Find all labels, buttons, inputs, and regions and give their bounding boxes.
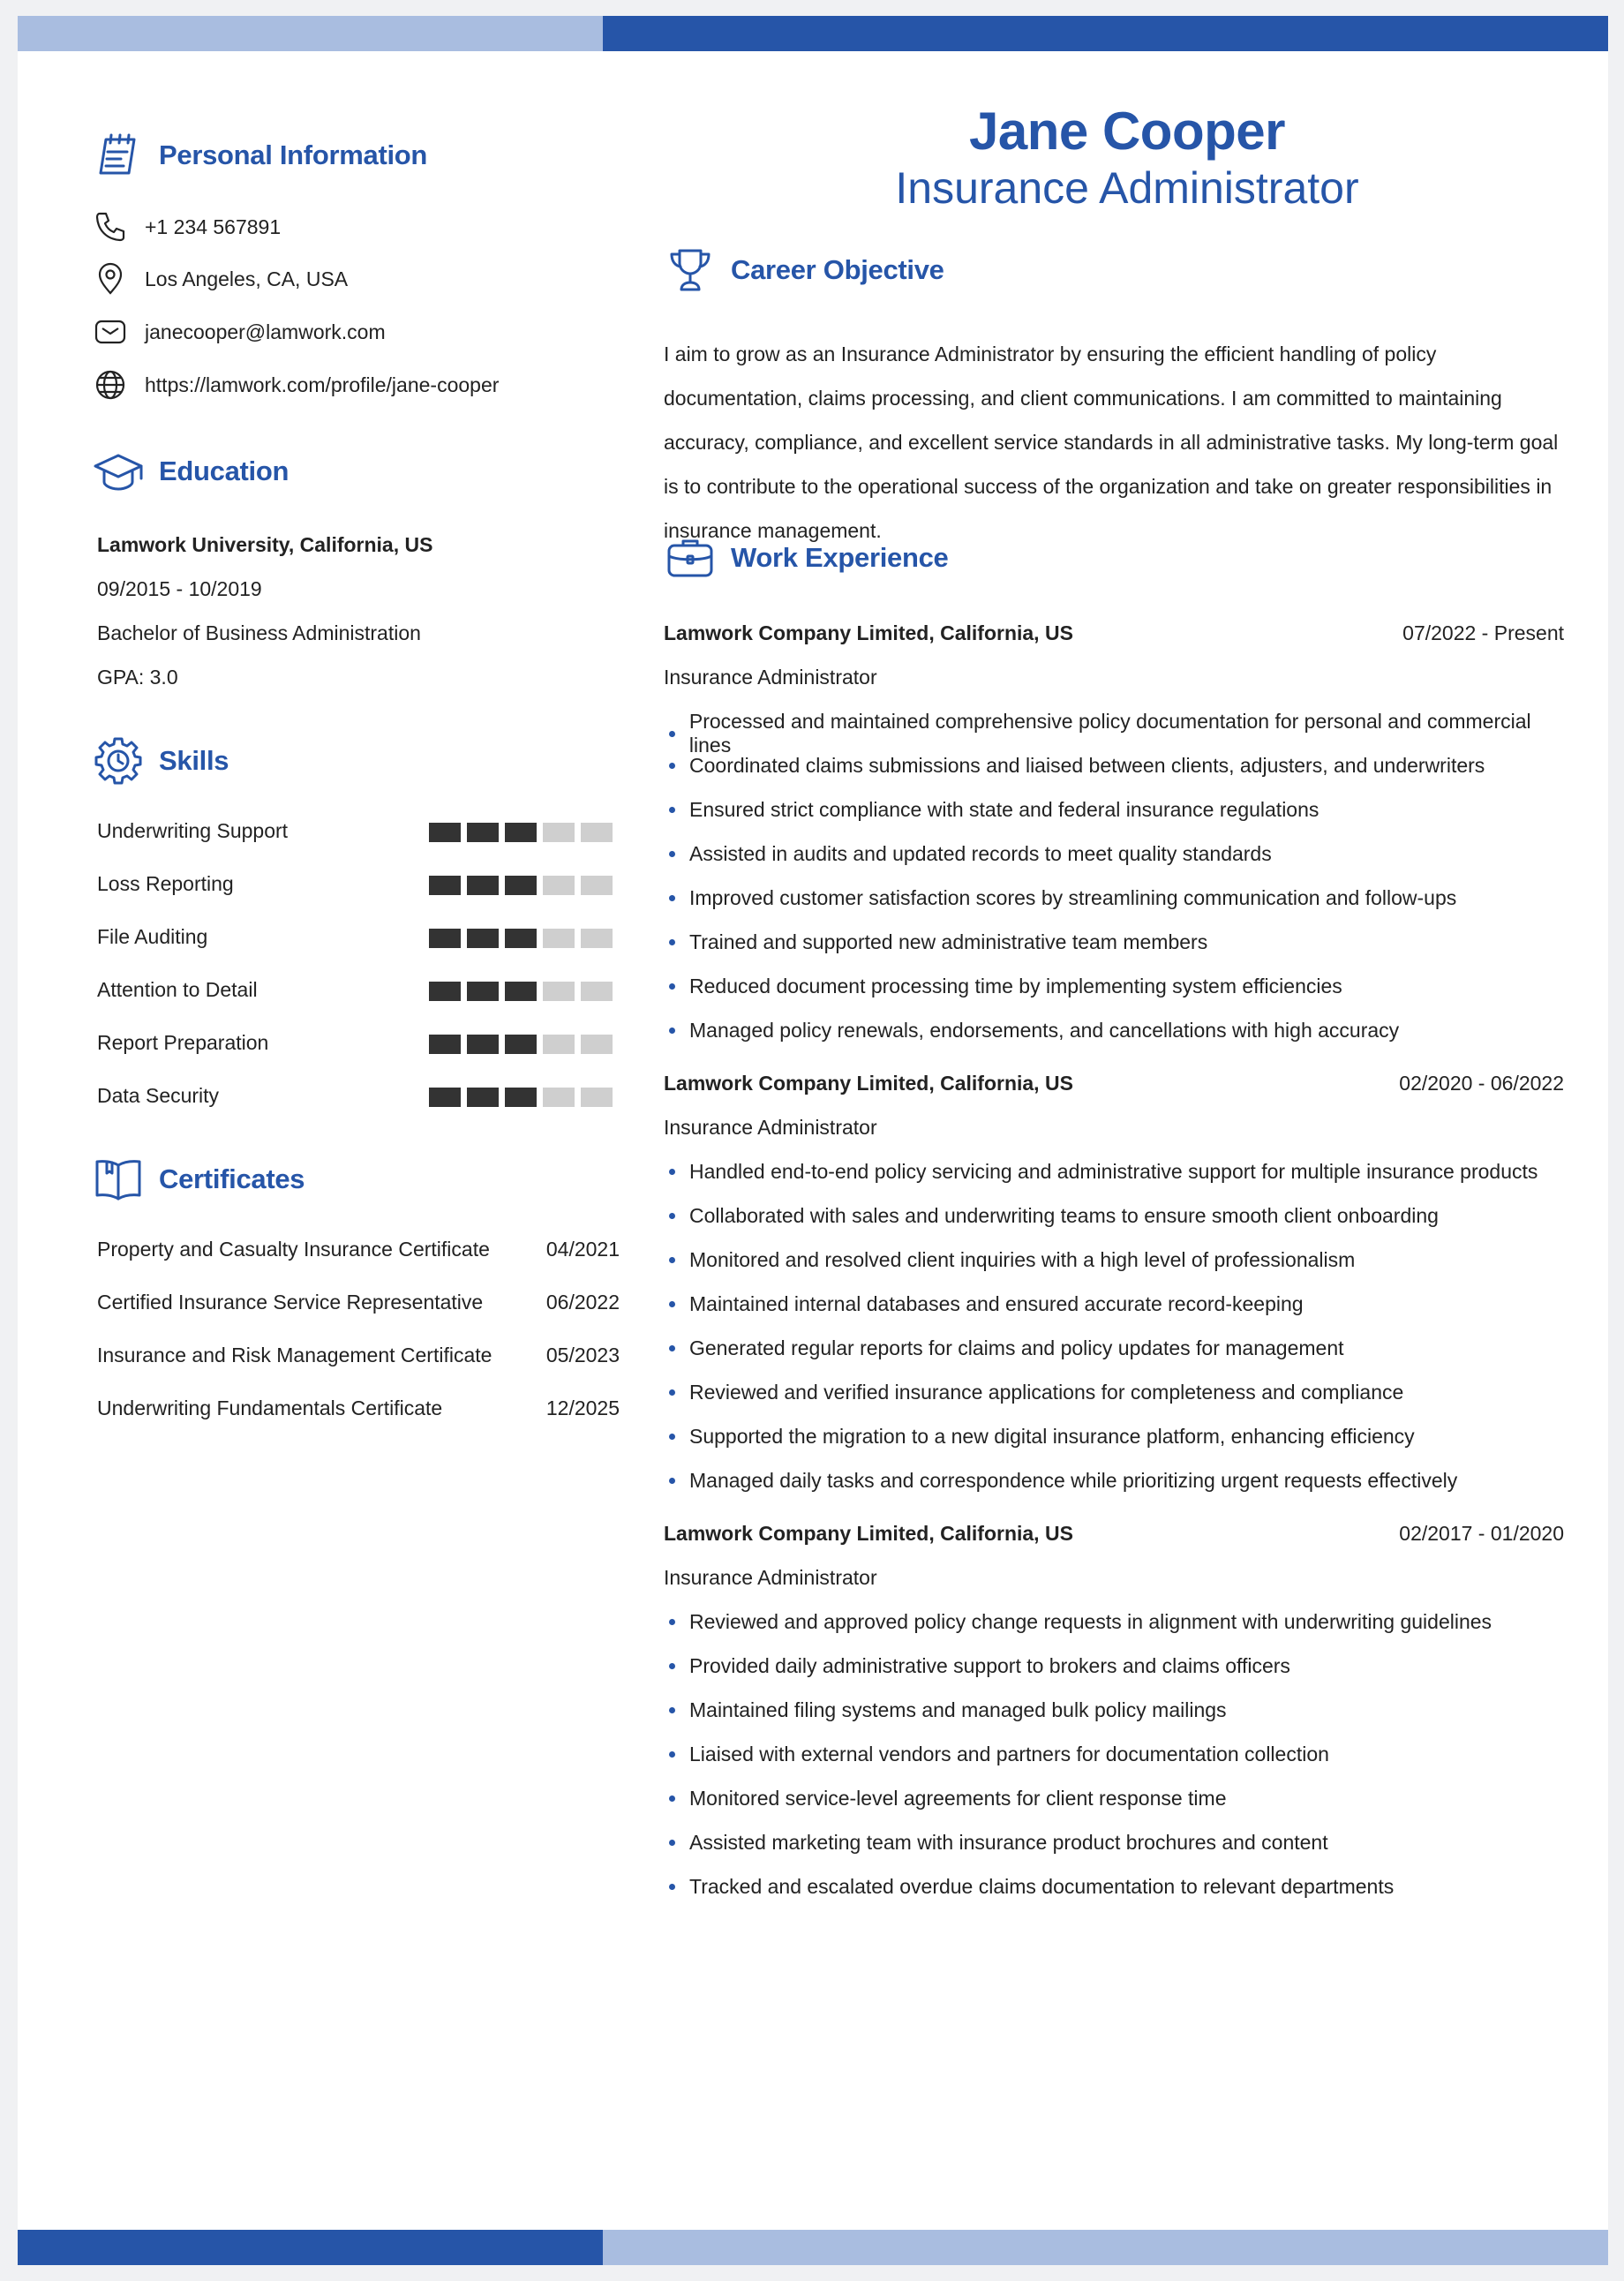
skill-row (97, 978, 620, 1005)
bullet-dot-icon (669, 1840, 675, 1846)
job-bullet (669, 798, 1319, 822)
job-bullet-text: Tracked and escalated overdue claims documentation to relevant departments (689, 1875, 1395, 1898)
job-bullet-text: Assisted in audits and updated records to meet quality standards (689, 842, 1272, 865)
job-bullet-text: Trained and supported new administrative team members (689, 930, 1208, 953)
bullet-dot-icon (669, 1478, 675, 1484)
bullet-dot-icon (669, 895, 675, 901)
job-bullet (669, 1160, 1538, 1184)
skill-segment-filled (429, 929, 461, 948)
job-title: Insurance Administrator (664, 666, 877, 689)
job-bullet (669, 1610, 1492, 1634)
job-bullet-text: Monitored and resolved client inquiries with a high level of professionalism (689, 1248, 1356, 1271)
skill-segment-filled (505, 929, 537, 948)
contact-phone (94, 210, 281, 244)
job-dates: 02/2020 - 06/2022 (1399, 1072, 1564, 1095)
certificates-title: Certificates (159, 1163, 305, 1194)
skill-segment-filled (467, 823, 499, 842)
skill-segment-filled (429, 823, 461, 842)
certificate-name: Insurance and Risk Management Certificate (97, 1344, 492, 1366)
trophy-icon (664, 244, 717, 297)
skill-label: Data Security (97, 1084, 220, 1107)
certificate-date: 04/2021 (545, 1238, 620, 1261)
skill-row (97, 1031, 620, 1058)
certificate-name: Certified Insurance Service Representative (97, 1291, 484, 1314)
skill-segment-empty (581, 876, 613, 895)
bullet-dot-icon (669, 1257, 675, 1263)
education-degree: Bachelor of Business Administration (97, 621, 421, 644)
bullet-dot-icon (669, 1434, 675, 1440)
education-school: Lamwork University, California, US (97, 533, 433, 556)
top-accent-bar-dark (603, 16, 1608, 51)
education-dates: 09/2015 - 10/2019 (97, 577, 262, 600)
skill-segment-empty (543, 1035, 575, 1054)
job-bullet-text: Collaborated with sales and underwriting teams to ensure smooth client onboarding (689, 1204, 1439, 1227)
job-bullet-text: Handled end-to-end policy servicing and administrative support for multiple insurance products (689, 1160, 1538, 1183)
job-dates: 07/2022 - Present (1402, 621, 1564, 644)
bullet-dot-icon (669, 1619, 675, 1625)
job-bullet-text: Generated regular reports for claims and policy updates for management (689, 1336, 1344, 1359)
location-text: Los Angeles, CA, USA (145, 267, 349, 290)
candidate-role: Insurance Administrator (895, 163, 1359, 213)
job-bullet-text: Reviewed and approved policy change requests in alignment with underwriting guidelines (689, 1610, 1492, 1633)
calendar-note-icon (92, 129, 145, 182)
job-header (664, 1522, 1564, 1548)
globe-icon (94, 368, 127, 402)
bullet-dot-icon (669, 983, 675, 990)
job-company: Lamwork Company Limited, California, US (664, 1522, 1073, 1545)
work-experience-title: Work Experience (731, 542, 949, 573)
candidate-name: Jane Cooper (969, 102, 1285, 161)
skill-level-meter (429, 1088, 619, 1107)
skill-level-meter (429, 1035, 619, 1054)
personal-info-title: Personal Information (159, 139, 428, 170)
location-pin-icon (94, 262, 127, 296)
certificate-date: 06/2022 (545, 1291, 620, 1314)
phone-text: +1 234 567891 (145, 215, 282, 238)
certificate-name: Underwriting Fundamentals Certificate (97, 1396, 443, 1419)
skill-level-meter (429, 823, 619, 842)
bullet-dot-icon (669, 1389, 675, 1396)
skill-segment-filled (467, 982, 499, 1001)
skill-segment-filled (429, 876, 461, 895)
skill-segment-filled (429, 1088, 461, 1107)
job-bullet-text: Assisted marketing team with insurance product brochures and content (689, 1831, 1328, 1854)
phone-icon (94, 210, 127, 244)
job-bullet-text: Ensured strict compliance with state and federal insurance regulations (689, 798, 1320, 821)
career-objective-heading (664, 244, 944, 297)
job-bullet (669, 1425, 1415, 1449)
job-bullet-text: Supported the migration to a new digital insurance platform, enhancing efficiency (689, 1425, 1415, 1448)
job-bullet (669, 1248, 1355, 1272)
job-bullet-text: Managed policy renewals, endorsements, and cancellations with high accuracy (689, 1019, 1400, 1042)
bullet-dot-icon (669, 763, 675, 769)
bullet-dot-icon (669, 1169, 675, 1175)
job-bullet-text: Maintained internal databases and ensured accurate record-keeping (689, 1292, 1304, 1315)
bullet-dot-icon (669, 1663, 675, 1669)
bullet-dot-icon (669, 851, 675, 857)
bullet-dot-icon (669, 1301, 675, 1307)
job-bullet (669, 754, 1485, 778)
skill-segment-filled (467, 929, 499, 948)
skill-row (97, 1084, 620, 1110)
gear-clock-icon (92, 734, 145, 787)
website-text[interactable]: https://lamwork.com/profile/jane-cooper (145, 373, 500, 396)
job-bullet (669, 1831, 1328, 1855)
job-bullet-text: Reduced document processing time by implementing system efficiencies (689, 975, 1342, 997)
job-bullet-text: Coordinated claims submissions and liaised between clients, adjusters, and underwriters (689, 754, 1485, 777)
contact-email (94, 315, 386, 349)
personal-info-heading (92, 129, 427, 182)
skill-label: Underwriting Support (97, 819, 289, 842)
email-icon (94, 315, 127, 349)
job-bullet (669, 1292, 1304, 1316)
job-bullet (669, 1654, 1290, 1678)
job-bullet-text: Liaised with external vendors and partners for documentation collection (689, 1743, 1329, 1765)
skill-row (97, 819, 620, 846)
job-bullet (669, 975, 1342, 998)
skill-segment-empty (543, 929, 575, 948)
skill-segment-empty (581, 929, 613, 948)
certificate-date: 12/2025 (545, 1396, 620, 1419)
job-bullet-text: Provided daily administrative support to brokers and claims officers (689, 1654, 1290, 1677)
job-dates: 02/2017 - 01/2020 (1399, 1522, 1564, 1545)
skill-segment-filled (429, 1035, 461, 1054)
job-bullet (669, 930, 1207, 954)
certificates-heading (92, 1153, 304, 1206)
skill-row (97, 872, 620, 899)
job-bullet-text: Monitored service-level agreements for client response time (689, 1787, 1227, 1810)
bullet-dot-icon (669, 1795, 675, 1802)
skill-level-meter (429, 929, 619, 948)
skill-label: Attention to Detail (97, 978, 258, 1001)
job-title: Insurance Administrator (664, 1566, 877, 1589)
skills-heading (92, 734, 229, 787)
job-bullet (669, 1336, 1344, 1360)
job-title: Insurance Administrator (664, 1116, 877, 1139)
bullet-dot-icon (669, 1028, 675, 1034)
skill-segment-filled (467, 1035, 499, 1054)
skill-segment-filled (467, 876, 499, 895)
bullet-dot-icon (669, 731, 675, 737)
open-book-icon (92, 1153, 145, 1206)
career-objective-text: I aim to grow as an Insurance Administrator by ensuring the efficient handling of policy documentation, claims processing, and client communications. I am committed to maintaining accuracy, compliance, and excellent service standards in all administrative tasks. My long-term goal is to contribute to the operational success of the organization and take on greater responsibilities in insurance management. (664, 343, 1559, 542)
work-experience-heading (664, 531, 948, 584)
bullet-dot-icon (669, 807, 675, 813)
skill-segment-filled (467, 1088, 499, 1107)
briefcase-icon (664, 531, 717, 584)
bottom-accent-bar-dark (18, 2230, 603, 2265)
skill-segment-filled (505, 982, 537, 1001)
job-bullet (669, 842, 1272, 866)
job-company: Lamwork Company Limited, California, US (664, 621, 1073, 644)
email-text[interactable]: janecooper@lamwork.com (145, 320, 386, 343)
bullet-dot-icon (669, 1345, 675, 1351)
education-heading (92, 445, 289, 498)
bullet-dot-icon (669, 1707, 675, 1713)
job-bullet (669, 1743, 1329, 1766)
graduation-cap-icon (92, 445, 145, 498)
job-bullet (669, 1698, 1227, 1722)
skill-segment-filled (505, 1088, 537, 1107)
contact-location (94, 262, 348, 296)
job-bullet-text: Reviewed and verified insurance applications for completeness and compliance (689, 1381, 1404, 1404)
job-bullet-text: Maintained filing systems and managed bulk policy mailings (689, 1698, 1227, 1721)
skill-level-meter (429, 982, 619, 1001)
job-bullet-text: Processed and maintained comprehensive policy documentation for personal and commercial lines (688, 710, 1531, 757)
job-company: Lamwork Company Limited, California, US (664, 1072, 1073, 1095)
bullet-dot-icon (669, 1884, 675, 1890)
job-header (664, 1072, 1564, 1098)
job-bullet-text: Managed daily tasks and correspondence while prioritizing urgent requests effectively (689, 1469, 1458, 1492)
skill-segment-filled (429, 982, 461, 1001)
skill-segment-filled (505, 823, 537, 842)
job-bullet (669, 1787, 1227, 1810)
skill-label: File Auditing (97, 925, 208, 948)
skill-segment-empty (581, 1035, 613, 1054)
resume-page (18, 16, 1608, 2265)
job-bullet (669, 1469, 1457, 1493)
job-bullet-text: Improved customer satisfaction scores by streamlining communication and follow-ups (689, 886, 1457, 909)
skills-title: Skills (159, 745, 229, 776)
skill-segment-empty (581, 982, 613, 1001)
job-bullet (669, 1204, 1439, 1228)
bottom-accent-bar-light (603, 2230, 1608, 2265)
job-bullet (669, 1381, 1403, 1404)
bullet-dot-icon (669, 939, 675, 945)
skill-segment-empty (543, 876, 575, 895)
bullet-dot-icon (669, 1751, 675, 1758)
job-header (664, 621, 1564, 648)
skill-segment-empty (581, 823, 613, 842)
skill-row (97, 925, 620, 952)
skill-segment-empty (543, 823, 575, 842)
skill-segment-empty (543, 982, 575, 1001)
skill-segment-filled (505, 1035, 537, 1054)
job-bullet (669, 1019, 1399, 1043)
top-accent-bar-light (18, 16, 603, 51)
skill-segment-empty (581, 1088, 613, 1107)
contact-website (94, 368, 499, 402)
job-bullet (669, 710, 1564, 757)
career-objective-title: Career Objective (731, 254, 944, 285)
skill-segment-empty (543, 1088, 575, 1107)
job-bullet (669, 1875, 1394, 1899)
bullet-dot-icon (669, 1213, 675, 1219)
skill-label: Loss Reporting (97, 872, 234, 895)
education-gpa: GPA: 3.0 (97, 666, 178, 689)
education-title: Education (159, 455, 289, 486)
skill-label: Report Preparation (97, 1031, 269, 1054)
skill-segment-filled (505, 876, 537, 895)
certificate-date: 05/2023 (545, 1344, 620, 1366)
job-bullet (669, 886, 1456, 910)
certificate-name: Property and Casualty Insurance Certificate (97, 1238, 490, 1261)
skill-level-meter (429, 876, 619, 895)
